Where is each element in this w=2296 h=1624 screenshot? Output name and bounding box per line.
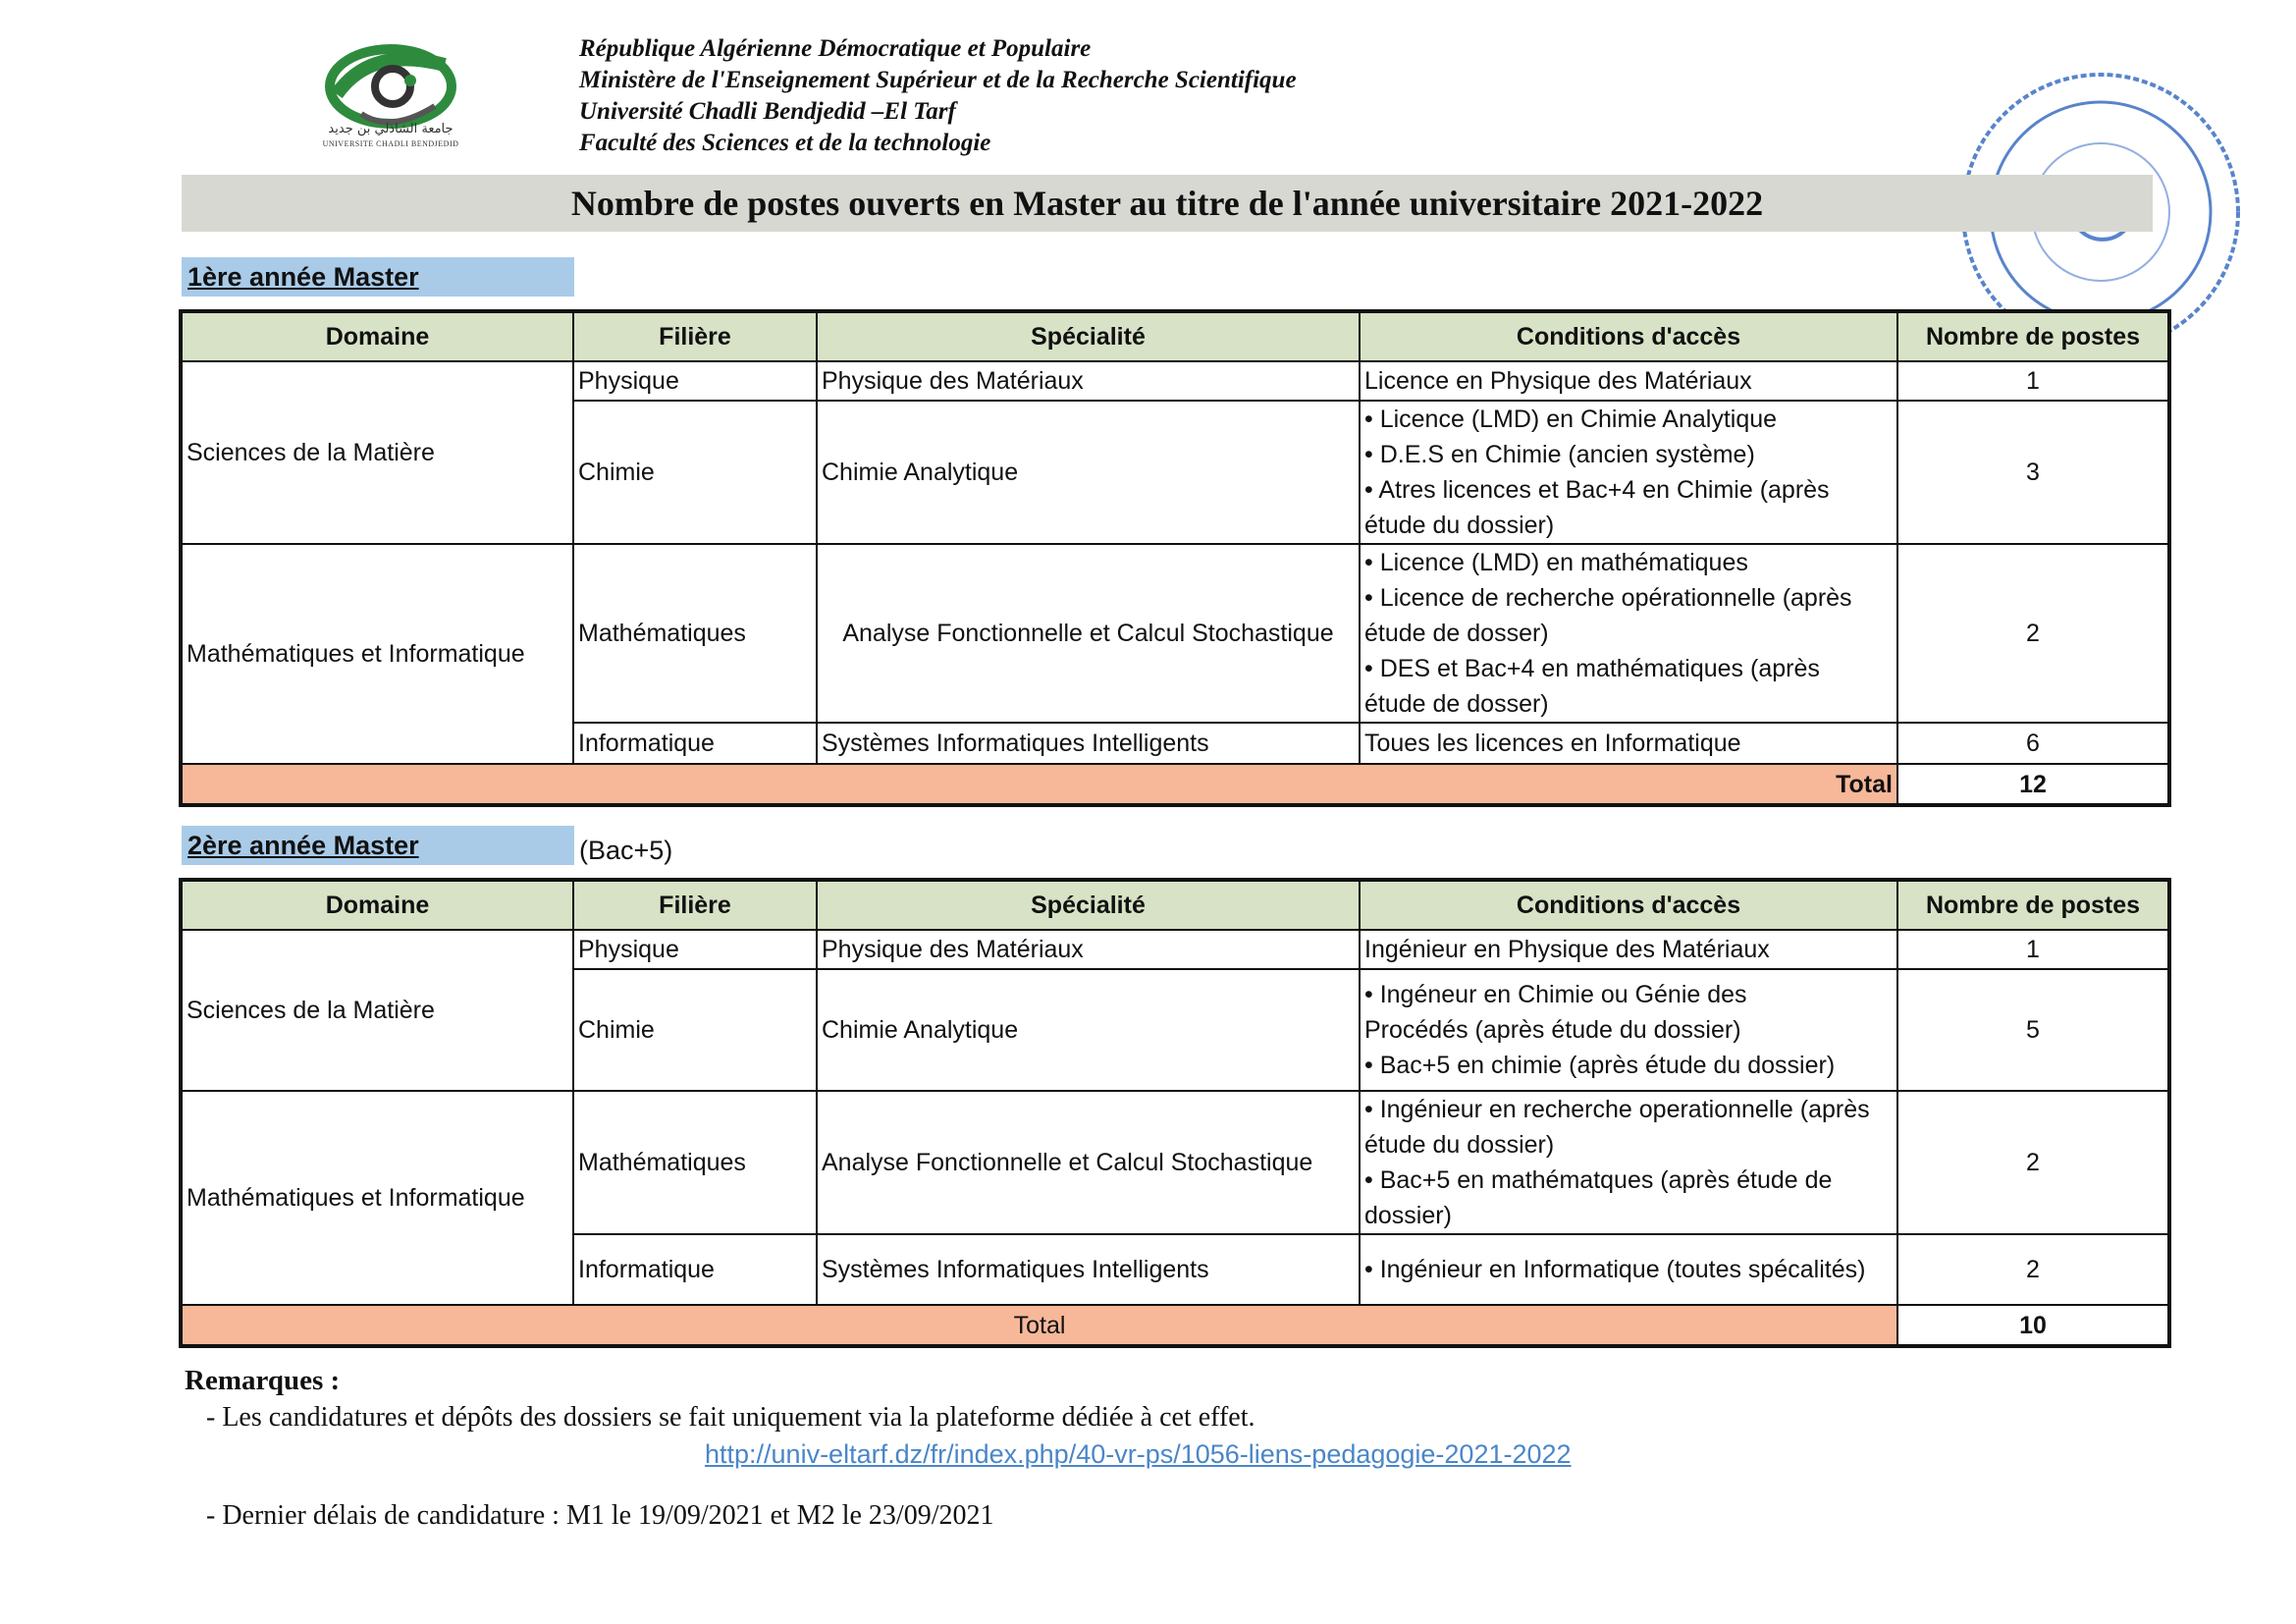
- conditions-cell: [1360, 401, 1897, 544]
- postes-cell: 2: [1897, 544, 2169, 723]
- condition-line: dossier): [1364, 1202, 1452, 1229]
- filiere-cell: Mathématiques: [573, 1091, 817, 1234]
- col-header-postes: Nombre de postes: [1897, 311, 2169, 361]
- condition-line: Toues les licences en Informatique: [1364, 730, 1741, 757]
- condition-line: Procédés (après étude du dossier): [1364, 1016, 1741, 1044]
- condition-line: • Bac+5 en chimie (après étude du dossier): [1364, 1052, 1836, 1079]
- specialite-cell: Analyse Fonctionnelle et Calcul Stochastique: [817, 1091, 1360, 1234]
- condition-line: • DES et Bac+4 en mathématiques (après: [1364, 655, 1820, 682]
- conditions-cell: [1360, 361, 1897, 401]
- header-line-faculty: Faculté des Sciences et de la technologie: [579, 130, 991, 156]
- col-header-filiere: Filière: [573, 311, 817, 361]
- remarks-title: Remarques :: [185, 1365, 341, 1396]
- header-line-university: Université Chadli Bendjedid –El Tarf: [579, 98, 956, 125]
- filiere-cell: Chimie: [573, 401, 817, 544]
- table-m1: [179, 309, 2171, 807]
- specialite-cell: Systèmes Informatiques Intelligents: [817, 1234, 1360, 1305]
- table-header-row: [181, 311, 2169, 361]
- header-line-ministry: Ministère de l'Enseignement Supérieur et de la Recherche Scientifique: [579, 67, 1297, 93]
- filiere-cell: Informatique: [573, 1234, 817, 1305]
- table-m2: [179, 878, 2171, 1348]
- condition-line: • D.E.S en Chimie (ancien système): [1364, 441, 1755, 468]
- condition-line: Ingénieur en Physique des Matériaux: [1364, 936, 1770, 963]
- condition-line: étude de dosser): [1364, 690, 1549, 718]
- page-title: Nombre de postes ouverts en Master au titre de l'année universitaire 2021-2022: [570, 184, 1764, 223]
- condition-line: • Ingéneur en Chimie ou Génie des: [1364, 981, 1747, 1008]
- condition-line: • Atres licences et Bac+4 en Chimie (après: [1364, 476, 1830, 504]
- specialite-cell: Chimie Analytique: [817, 969, 1360, 1091]
- domain-cell: Sciences de la Matière: [181, 361, 573, 544]
- condition-line: • Licence de recherche opérationnelle (après: [1364, 584, 1852, 612]
- specialite-cell: Chimie Analytique: [817, 401, 1360, 544]
- postes-cell: 5: [1897, 969, 2169, 1091]
- remark-line-platform: - Les candidatures et dépôts des dossiers se fait uniquement via la plateforme dédiée à cet effet.: [206, 1402, 1255, 1433]
- filiere-cell: Informatique: [573, 723, 817, 764]
- specialite-cell: Analyse Fonctionnelle et Calcul Stochastique: [817, 544, 1360, 723]
- specialite-cell: Systèmes Informatiques Intelligents: [817, 723, 1360, 764]
- section-label-m1: 1ère année Master: [182, 257, 574, 297]
- conditions-cell: [1360, 930, 1897, 969]
- condition-line: • Bac+5 en mathématques (après étude de: [1364, 1166, 1833, 1194]
- total-row: [181, 764, 2169, 805]
- postes-cell: 2: [1897, 1234, 2169, 1305]
- total-row: [181, 1305, 2169, 1346]
- title-band: [182, 175, 2153, 232]
- condition-line: • Ingénieur en Informatique (toutes spécalités): [1364, 1256, 1866, 1283]
- col-header-domaine: Domaine: [181, 311, 573, 361]
- condition-line: • Licence (LMD) en mathématiques: [1364, 549, 1748, 576]
- filiere-cell: Mathématiques: [573, 544, 817, 723]
- conditions-cell: [1360, 1091, 1897, 1234]
- postes-cell: 1: [1897, 361, 2169, 401]
- postes-cell: 6: [1897, 723, 2169, 764]
- condition-line: étude du dossier): [1364, 512, 1555, 539]
- platform-link[interactable]: http://univ-eltarf.dz/fr/index.php/40-vr-ps/1056-liens-pedagogie-2021-2022: [705, 1439, 1572, 1469]
- condition-line: étude du dossier): [1364, 1131, 1555, 1159]
- logo-arabic-text: جامعة الشاذلي بن جديد: [328, 122, 454, 136]
- col-header-domaine: Domaine: [181, 880, 573, 930]
- postes-cell: 1: [1897, 930, 2169, 969]
- col-header-postes: Nombre de postes: [1897, 880, 2169, 930]
- col-header-specialite: Spécialité: [817, 311, 1360, 361]
- conditions-cell: [1360, 1234, 1897, 1305]
- domain-cell: Sciences de la Matière: [181, 930, 573, 1091]
- col-header-specialite: Spécialité: [817, 880, 1360, 930]
- filiere-cell: Chimie: [573, 969, 817, 1091]
- domain-cell: Mathématiques et Informatique: [181, 544, 573, 764]
- specialite-cell: Physique des Matériaux: [817, 361, 1360, 401]
- header-line-republic: République Algérienne Démocratique et Populaire: [579, 35, 1092, 62]
- table-row: [181, 361, 2169, 401]
- condition-line: • Licence (LMD) en Chimie Analytique: [1364, 406, 1778, 433]
- section-note-bac5: (Bac+5): [579, 836, 673, 865]
- col-header-filiere: Filière: [573, 880, 817, 930]
- specialite-cell: Physique des Matériaux: [817, 930, 1360, 969]
- remark-line-deadline: - Dernier délais de candidature : M1 le 19/09/2021 et M2 le 23/09/2021: [206, 1500, 994, 1531]
- total-value: 12: [1897, 764, 2169, 805]
- table-row: [181, 1091, 2169, 1234]
- condition-line: étude de dosser): [1364, 620, 1549, 647]
- table-row: [181, 930, 2169, 969]
- domain-cell: Mathématiques et Informatique: [181, 1091, 573, 1305]
- postes-cell: 3: [1897, 401, 2169, 544]
- condition-line: • Ingénieur en recherche operationnelle (après: [1364, 1096, 1870, 1123]
- filiere-cell: Physique: [573, 361, 817, 401]
- section-label-m2: 2ère année Master: [182, 826, 574, 865]
- conditions-cell: [1360, 969, 1897, 1091]
- conditions-cell: [1360, 544, 1897, 723]
- filiere-cell: Physique: [573, 930, 817, 969]
- condition-line: Licence en Physique des Matériaux: [1364, 367, 1752, 395]
- table-row: [181, 544, 2169, 723]
- total-value: 10: [1897, 1305, 2169, 1346]
- col-header-conditions: Conditions d'accès: [1360, 880, 1897, 930]
- postes-cell: 2: [1897, 1091, 2169, 1234]
- conditions-cell: [1360, 723, 1897, 764]
- col-header-conditions: Conditions d'accès: [1360, 311, 1897, 361]
- table-header-row: [181, 880, 2169, 930]
- total-label: Total: [181, 764, 1897, 805]
- logo-latin-text: UNIVERSITE CHADLI BENDJEDID: [322, 139, 459, 148]
- total-label: Total: [181, 1305, 1897, 1346]
